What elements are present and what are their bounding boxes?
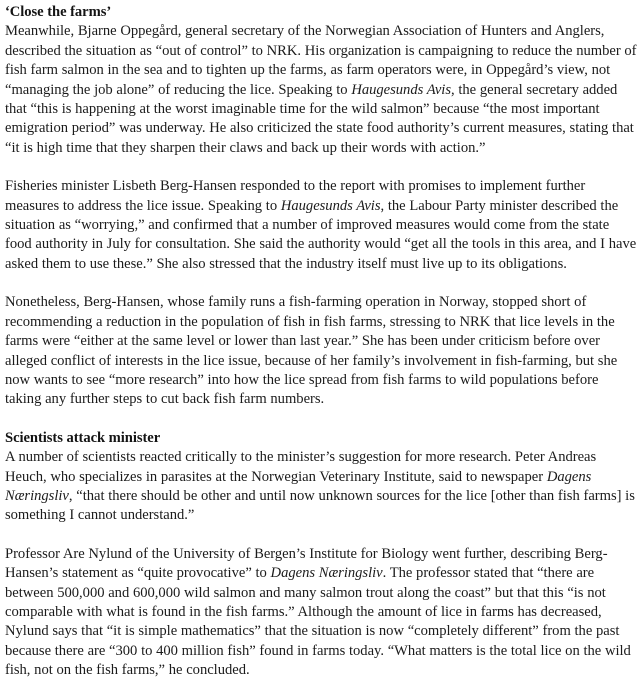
text-run: Meanwhile, Bjarne Oppegård, general secretary of the Norwegian Association of Hunters and Anglers, described the situation as “out of control” to NRK. His organization is campaigning to reduce the number of fish farm salmon in the sea and to tighten up the farms, as farm operators were, in Oppegård’s view, not “managing the job alone” of reducing the lice. Speaking to: [5, 23, 637, 98]
text-run: Nonetheless, Berg-Hansen, whose family runs a fish-farming operation in Norway, stopped short of recommending a reduction in the population of fish in fish farms, stressing to NRK that lice levels in the farms were “either at the same level or lower than last year.” She has been under criticism before over alleged conflict of interests in the lice issue, because of her family’s involvement in fish-farming, but she now wants to see “more research” into how the lice spread from fish farms to wild populations before taking any further steps to cut back fish farm numbers.: [5, 294, 618, 408]
text-run: , the general secretary added that “this is happening at the worst imaginable time for the wild salmon” because “the most important emigration period” was underway. He also criticized the state food authority’s current measures, stating that “it is high time that they sharpen their claws and back up their words with action.”: [5, 81, 634, 156]
publication-name: Dagens Næringsliv: [5, 468, 592, 504]
paragraph-oppegard: [5, 22, 638, 158]
article-section-close-the-farms: [5, 3, 638, 410]
publication-name: Haugesunds Avis: [351, 81, 451, 98]
section-heading-scientists-attack-minister: Scientists attack minister: [5, 429, 161, 446]
text-run: A number of scientists reacted critically to the minister’s suggestion for more research. Peter Andreas Heuch, who specializes in parasites at the Norwegian Veterinary Institute, said to newspaper: [5, 449, 597, 485]
text-run: Fisheries minister Lisbeth Berg-Hansen responded to the report with promises to implement further measures to address the lice issue. Speaking to: [5, 178, 586, 214]
paragraph-berg-hansen-family: [5, 293, 638, 409]
paragraph-nylund: [5, 545, 638, 681]
text-run: . The professor stated that “there are between 500,000 and 600,000 wild salmon and many salmon trout along the coast” but that this “is not comparable with what is found in the fish farms.” Although the amount of lice in farms has decreased, Nylund says that “it is simple mathematics” that the situation is now “completely different” from the past because there are “300 to 400 million fish” found in farms today. “What matters is the total lice on the wild fish, not on the fish farms,” he concluded.: [5, 565, 631, 679]
publication-name: Haugesunds Avis: [280, 197, 381, 214]
text-run: Professor Are Nylund of the University of Bergen’s Institute for Biology went further, describing Berg-Hansen’s statement as “quite provocative” to: [5, 545, 608, 582]
paragraph-berg-hansen-response: [5, 177, 638, 274]
paragraph-heuch: [5, 448, 638, 526]
article-section-scientists-attack-minister: [5, 429, 638, 681]
text-run: , “that there should be other and until now unknown sources for the lice [other than fish farms] is something I cannot understand.”: [5, 487, 635, 524]
section-heading-close-the-farms: ‘Close the farms’: [5, 4, 112, 20]
text-run: , the Labour Party minister described the situation as “worrying,” and confirmed that a number of improved measures would come from the state food authority in July for consultation. She said the authority would “get all the tools in this area, and I have asked them to use these.” She also stressed that the industry itself must live up to its obligations.: [5, 197, 637, 272]
publication-name: Dagens Næringsliv: [270, 565, 383, 582]
